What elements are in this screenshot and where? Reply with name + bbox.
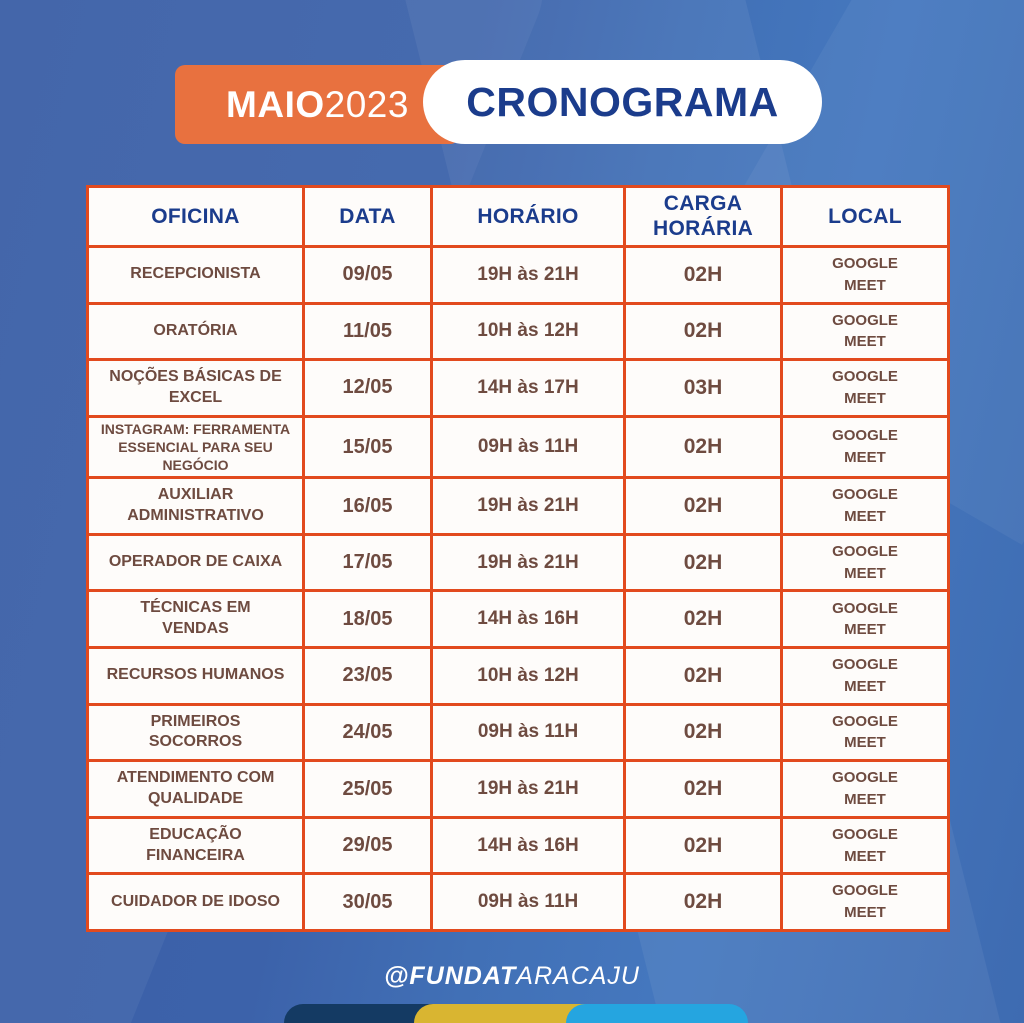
workshop-name-cell: RECURSOS HUMANOS [89, 646, 302, 703]
workload-cell: 02H [623, 816, 780, 873]
time-cell: 19H às 21H [430, 533, 623, 590]
date-cell: 16/05 [302, 476, 430, 533]
workload-cell: 02H [623, 872, 780, 929]
column-header-carga-horaria: CARGA HORÁRIA [623, 188, 780, 245]
time-cell: 09H às 11H [430, 872, 623, 929]
date-cell: 12/05 [302, 358, 430, 415]
workload-cell: 02H [623, 245, 780, 302]
time-cell: 14H às 17H [430, 358, 623, 415]
date-cell: 18/05 [302, 589, 430, 646]
location-cell: GOOGLE MEET [780, 816, 947, 873]
location-cell: GOOGLE MEET [780, 415, 947, 477]
time-cell: 19H às 21H [430, 759, 623, 816]
time-cell: 19H às 21H [430, 245, 623, 302]
column-header-local: LOCAL [780, 188, 947, 245]
month-banner [175, 65, 460, 144]
date-cell: 15/05 [302, 415, 430, 477]
column-header-horario: HORÁRIO [430, 188, 623, 245]
time-cell: 10H às 12H [430, 646, 623, 703]
time-cell: 09H às 11H [430, 415, 623, 477]
workshop-name-cell: INSTAGRAM: FERRAMENTA ESSENCIAL PARA SEU NEGÓCIO [89, 415, 302, 477]
location-cell: GOOGLE MEET [780, 245, 947, 302]
location-cell: GOOGLE MEET [780, 872, 947, 929]
workload-cell: 02H [623, 415, 780, 477]
column-header-oficina: OFICINA [151, 204, 240, 228]
workshop-name-cell: NOÇÕES BÁSICAS DE EXCEL [89, 358, 302, 415]
month-label: MAIO [226, 83, 325, 125]
time-cell: 10H às 12H [430, 302, 623, 359]
social-handle [0, 962, 1024, 991]
workload-cell: 02H [623, 302, 780, 359]
location-cell: GOOGLE MEET [780, 476, 947, 533]
date-cell: 24/05 [302, 703, 430, 760]
time-cell: 09H às 11H [430, 703, 623, 760]
workload-cell: 02H [623, 476, 780, 533]
location-cell: GOOGLE MEET [780, 703, 947, 760]
workload-cell: 02H [623, 703, 780, 760]
year-label: 2023 [324, 83, 409, 125]
location-cell: GOOGLE MEET [780, 589, 947, 646]
time-cell: 14H às 16H [430, 816, 623, 873]
location-cell: GOOGLE MEET [780, 646, 947, 703]
social-handle-rest: ARACAJU [516, 962, 640, 990]
date-cell: 11/05 [302, 302, 430, 359]
workshop-name-cell: ORATÓRIA [89, 302, 302, 359]
workload-cell: 02H [623, 589, 780, 646]
social-handle-bold: @FUNDAT [384, 962, 517, 990]
workshop-name-cell: RECEPCIONISTA [89, 245, 302, 302]
date-cell: 30/05 [302, 872, 430, 929]
location-cell: GOOGLE MEET [780, 759, 947, 816]
date-cell: 29/05 [302, 816, 430, 873]
location-cell: GOOGLE MEET [780, 358, 947, 415]
workshop-name-cell: PRIMEIROS SOCORROS [89, 703, 302, 760]
workload-cell: 02H [623, 533, 780, 590]
column-header-data: DATA [302, 188, 430, 245]
bottom-bar-cyan [566, 1004, 748, 1023]
location-cell: GOOGLE MEET [780, 302, 947, 359]
date-cell: 17/05 [302, 533, 430, 590]
title-pill [423, 60, 822, 144]
location-cell: GOOGLE MEET [780, 533, 947, 590]
workload-cell: 02H [623, 646, 780, 703]
date-cell: 09/05 [302, 245, 430, 302]
schedule-table [86, 185, 950, 932]
date-cell: 25/05 [302, 759, 430, 816]
time-cell: 19H às 21H [430, 476, 623, 533]
workload-cell: 03H [623, 358, 780, 415]
workshop-name-cell: OPERADOR DE CAIXA [89, 533, 302, 590]
time-cell: 14H às 16H [430, 589, 623, 646]
workload-cell: 02H [623, 759, 780, 816]
workshop-name-cell: ATENDIMENTO COM QUALIDADE [89, 759, 302, 816]
date-cell: 23/05 [302, 646, 430, 703]
page-title: CRONOGRAMA [466, 78, 779, 125]
workshop-name-cell: AUXILIAR ADMINISTRATIVO [89, 476, 302, 533]
workshop-name-cell: TÉCNICAS EM VENDAS [89, 589, 302, 646]
workshop-name-cell: EDUCAÇÃO FINANCEIRA [89, 816, 302, 873]
workshop-name-cell: CUIDADOR DE IDOSO [89, 872, 302, 929]
